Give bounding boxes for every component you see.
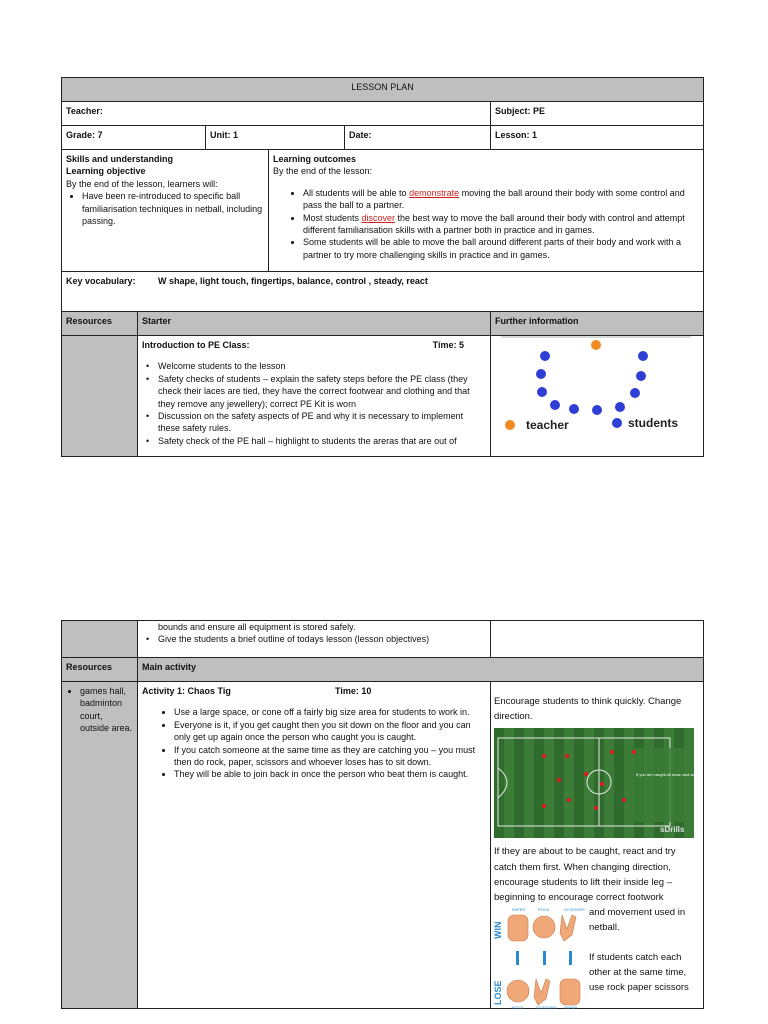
activity-cell <box>138 682 491 1009</box>
skills-cell <box>62 150 269 272</box>
rps-bottom-label: ROCK <box>512 1005 524 1011</box>
starter-time: Time: 5 <box>432 340 464 350</box>
list-item: • Have been re-introduced to specific ball familiarisation techniques in netball, including passing. <box>82 190 264 227</box>
student-dot <box>630 388 640 398</box>
resources-cell <box>62 621 138 658</box>
player-marker <box>542 754 546 758</box>
player-marker <box>542 804 546 808</box>
list-item: • If you catch someone at the same time as they are catching you – you must then do rock, paper, scissors and whoever loses has to sit down. <box>174 744 486 769</box>
skills-list <box>66 190 264 227</box>
paper-hand-icon <box>508 915 528 941</box>
player-marker <box>567 798 571 802</box>
activity-info-cell <box>491 682 704 1009</box>
unit-field: Unit: 1 <box>206 126 345 150</box>
teacher-legend-dot <box>505 420 515 430</box>
grade-field: Grade: 7 <box>62 126 206 150</box>
win-label: WIN <box>493 921 503 940</box>
rock-paper-scissors-image <box>494 905 700 1009</box>
continued-list <box>142 633 486 645</box>
rps-bottom-label: PAPER <box>564 1005 578 1011</box>
student-dot <box>569 404 579 414</box>
rps-top-label: PAPER <box>512 907 526 913</box>
info-text-2: If they are about to be caught, react and try catch them first. When changing direction, encourage students to lift their inside leg – beginning to encourage correct footwork <box>494 846 676 903</box>
further-info-cell <box>491 621 704 658</box>
rps-hands <box>504 905 596 1009</box>
outcome-text: moving the ball around their body with some control and pass the ball to a partner. <box>303 187 685 211</box>
list-item: • Use a large space, or cone off a fairly big size area for students to work in. <box>174 706 486 718</box>
discover-link[interactable]: discover <box>361 212 396 223</box>
list-item: • games hall, badminton court, outside area. <box>80 685 133 735</box>
rps-top-label: SCISSORS <box>564 907 585 913</box>
pitch-brand: sDrills <box>660 825 685 835</box>
student-dot <box>537 387 547 397</box>
lesson-plan-table <box>61 77 704 457</box>
starter-header: Starter <box>138 312 491 336</box>
arrow-down-icon <box>516 951 519 965</box>
demonstrate-link[interactable]: demonstrate <box>409 187 460 198</box>
student-dot <box>550 400 560 410</box>
info-text-1: Encourage students to think quickly. Change direction. <box>494 696 682 723</box>
lesson-field: Lesson: 1 <box>491 126 704 150</box>
list-item: • Safety check of the PE hall – highlight to students the areras that are out of <box>158 435 486 447</box>
activity-title: Activity 1: Chaos Tig <box>142 686 231 696</box>
teacher-dot <box>591 340 601 350</box>
list-item: • Give the students a brief outline of todays lesson (lesson objectives) <box>158 633 486 645</box>
teacher-legend-label: teacher <box>526 418 569 432</box>
outcome-text: the best way to move the ball around their body with control and attempt different familiarisation skills with a partner both in practice and in games. <box>303 212 685 236</box>
list-item: • Some students will be able to move the ball around different parts of their body and work with a partner to try more challenging skills in practice and in games. <box>303 236 699 261</box>
rock-hand-icon <box>507 980 529 1002</box>
arrow-down-icon <box>543 951 546 965</box>
student-dot <box>638 351 648 361</box>
lose-label: LOSE <box>493 980 503 1006</box>
chaos-tig-pitch-image <box>494 728 701 838</box>
student-dot <box>615 402 625 412</box>
activity-list <box>142 706 486 780</box>
activity-title-row <box>142 685 486 697</box>
player-marker <box>565 754 569 758</box>
key-vocabulary <box>62 272 704 312</box>
rps-top-label: ROCK <box>538 907 550 913</box>
rock-hand-icon <box>533 916 555 938</box>
resources-header: Resources <box>62 658 138 682</box>
arrow-down-icon <box>569 951 572 965</box>
list-item: • Everyone is it, if you get caught then you sit down on the floor and you can only get up again once the person who caught you is caught. <box>174 719 486 744</box>
player-marker <box>622 798 626 802</box>
vocab-words: W shape, light touch, fingertips, balance, control , steady, react <box>158 276 428 286</box>
outcomes-heading: Learning outcomes <box>273 154 357 164</box>
scissors-hand-icon <box>560 915 576 941</box>
learning-objective-heading: Learning objective <box>66 166 146 177</box>
list-item <box>303 212 699 237</box>
player-marker <box>610 750 614 754</box>
starter-cell <box>138 336 491 457</box>
scissors-hand-icon <box>534 979 550 1005</box>
starter-title-row <box>142 339 486 351</box>
date-field: Date: <box>345 126 491 150</box>
player-marker <box>584 772 588 776</box>
player-marker <box>594 806 598 810</box>
continued-line: bounds and ensure all equipment is stored safely. <box>158 622 356 632</box>
circle-formation-diagram <box>491 336 702 446</box>
student-dot <box>636 371 646 381</box>
subject-field: Subject: PE <box>491 102 704 126</box>
pitch-diagram <box>494 728 701 838</box>
student-dot <box>536 369 546 379</box>
skills-heading: Skills and understanding <box>66 154 174 164</box>
list-item: • They will be able to join back in once the person who beat them is caught. <box>174 768 486 780</box>
lesson-plan-title: LESSON PLAN <box>62 78 704 102</box>
students-legend-dot <box>612 418 622 428</box>
list-item: • Welcome students to the lesson <box>158 360 486 372</box>
resources-header: Resources <box>62 312 138 336</box>
resources-list-cell <box>62 682 138 1009</box>
outcomes-cell <box>269 150 704 272</box>
outcome-text: All students will be able to <box>303 187 410 198</box>
starter-continued-cell <box>138 621 491 658</box>
student-dot <box>592 405 602 415</box>
students-legend-label: students <box>628 416 679 430</box>
outcomes-list <box>273 187 699 261</box>
student-dot <box>540 351 550 361</box>
player-marker <box>557 778 561 782</box>
player-marker <box>632 750 636 754</box>
outcome-text: Most students <box>303 212 362 223</box>
resources-list <box>66 685 133 735</box>
list-item <box>303 187 699 212</box>
player-marker <box>600 782 604 786</box>
teacher-label: Teacher: <box>62 102 491 126</box>
list-item: • Discussion on the safety aspects of PE and why it is necessary to implement these safety rules. <box>158 410 486 435</box>
rps-text <box>589 905 693 995</box>
vocab-label: Key vocabulary: <box>66 276 136 286</box>
starter-title: Introduction to PE Class: <box>142 340 250 350</box>
main-activity-header: Main activity <box>138 658 704 682</box>
list-item: • Safety checks of students – explain the safety steps before the PE class (they check their laces are tied, they have the correct footwear and clothing and that they remove any jewellery); correct PE Kit is worn <box>158 373 486 410</box>
rps-bottom-label: SCISSORS <box>536 1005 557 1011</box>
resources-cell <box>62 336 138 457</box>
further-info-header: Further information <box>491 312 704 336</box>
info-text-3: and movement used in netball. <box>589 907 686 934</box>
skills-intro: By the end of the lesson, learners will: <box>66 178 218 189</box>
pitch-note: If you are caught sit down and wait... <box>636 772 701 778</box>
starter-list <box>142 360 486 447</box>
outcomes-intro: By the end of the lesson: <box>273 166 373 177</box>
further-info-cell <box>491 336 704 457</box>
paper-hand-icon <box>560 979 580 1005</box>
lesson-plan-table-continued <box>61 620 704 1009</box>
info-text-4: If students catch each other at the same time, use rock paper scissors <box>589 951 689 993</box>
activity-time: Time: 10 <box>335 686 372 696</box>
